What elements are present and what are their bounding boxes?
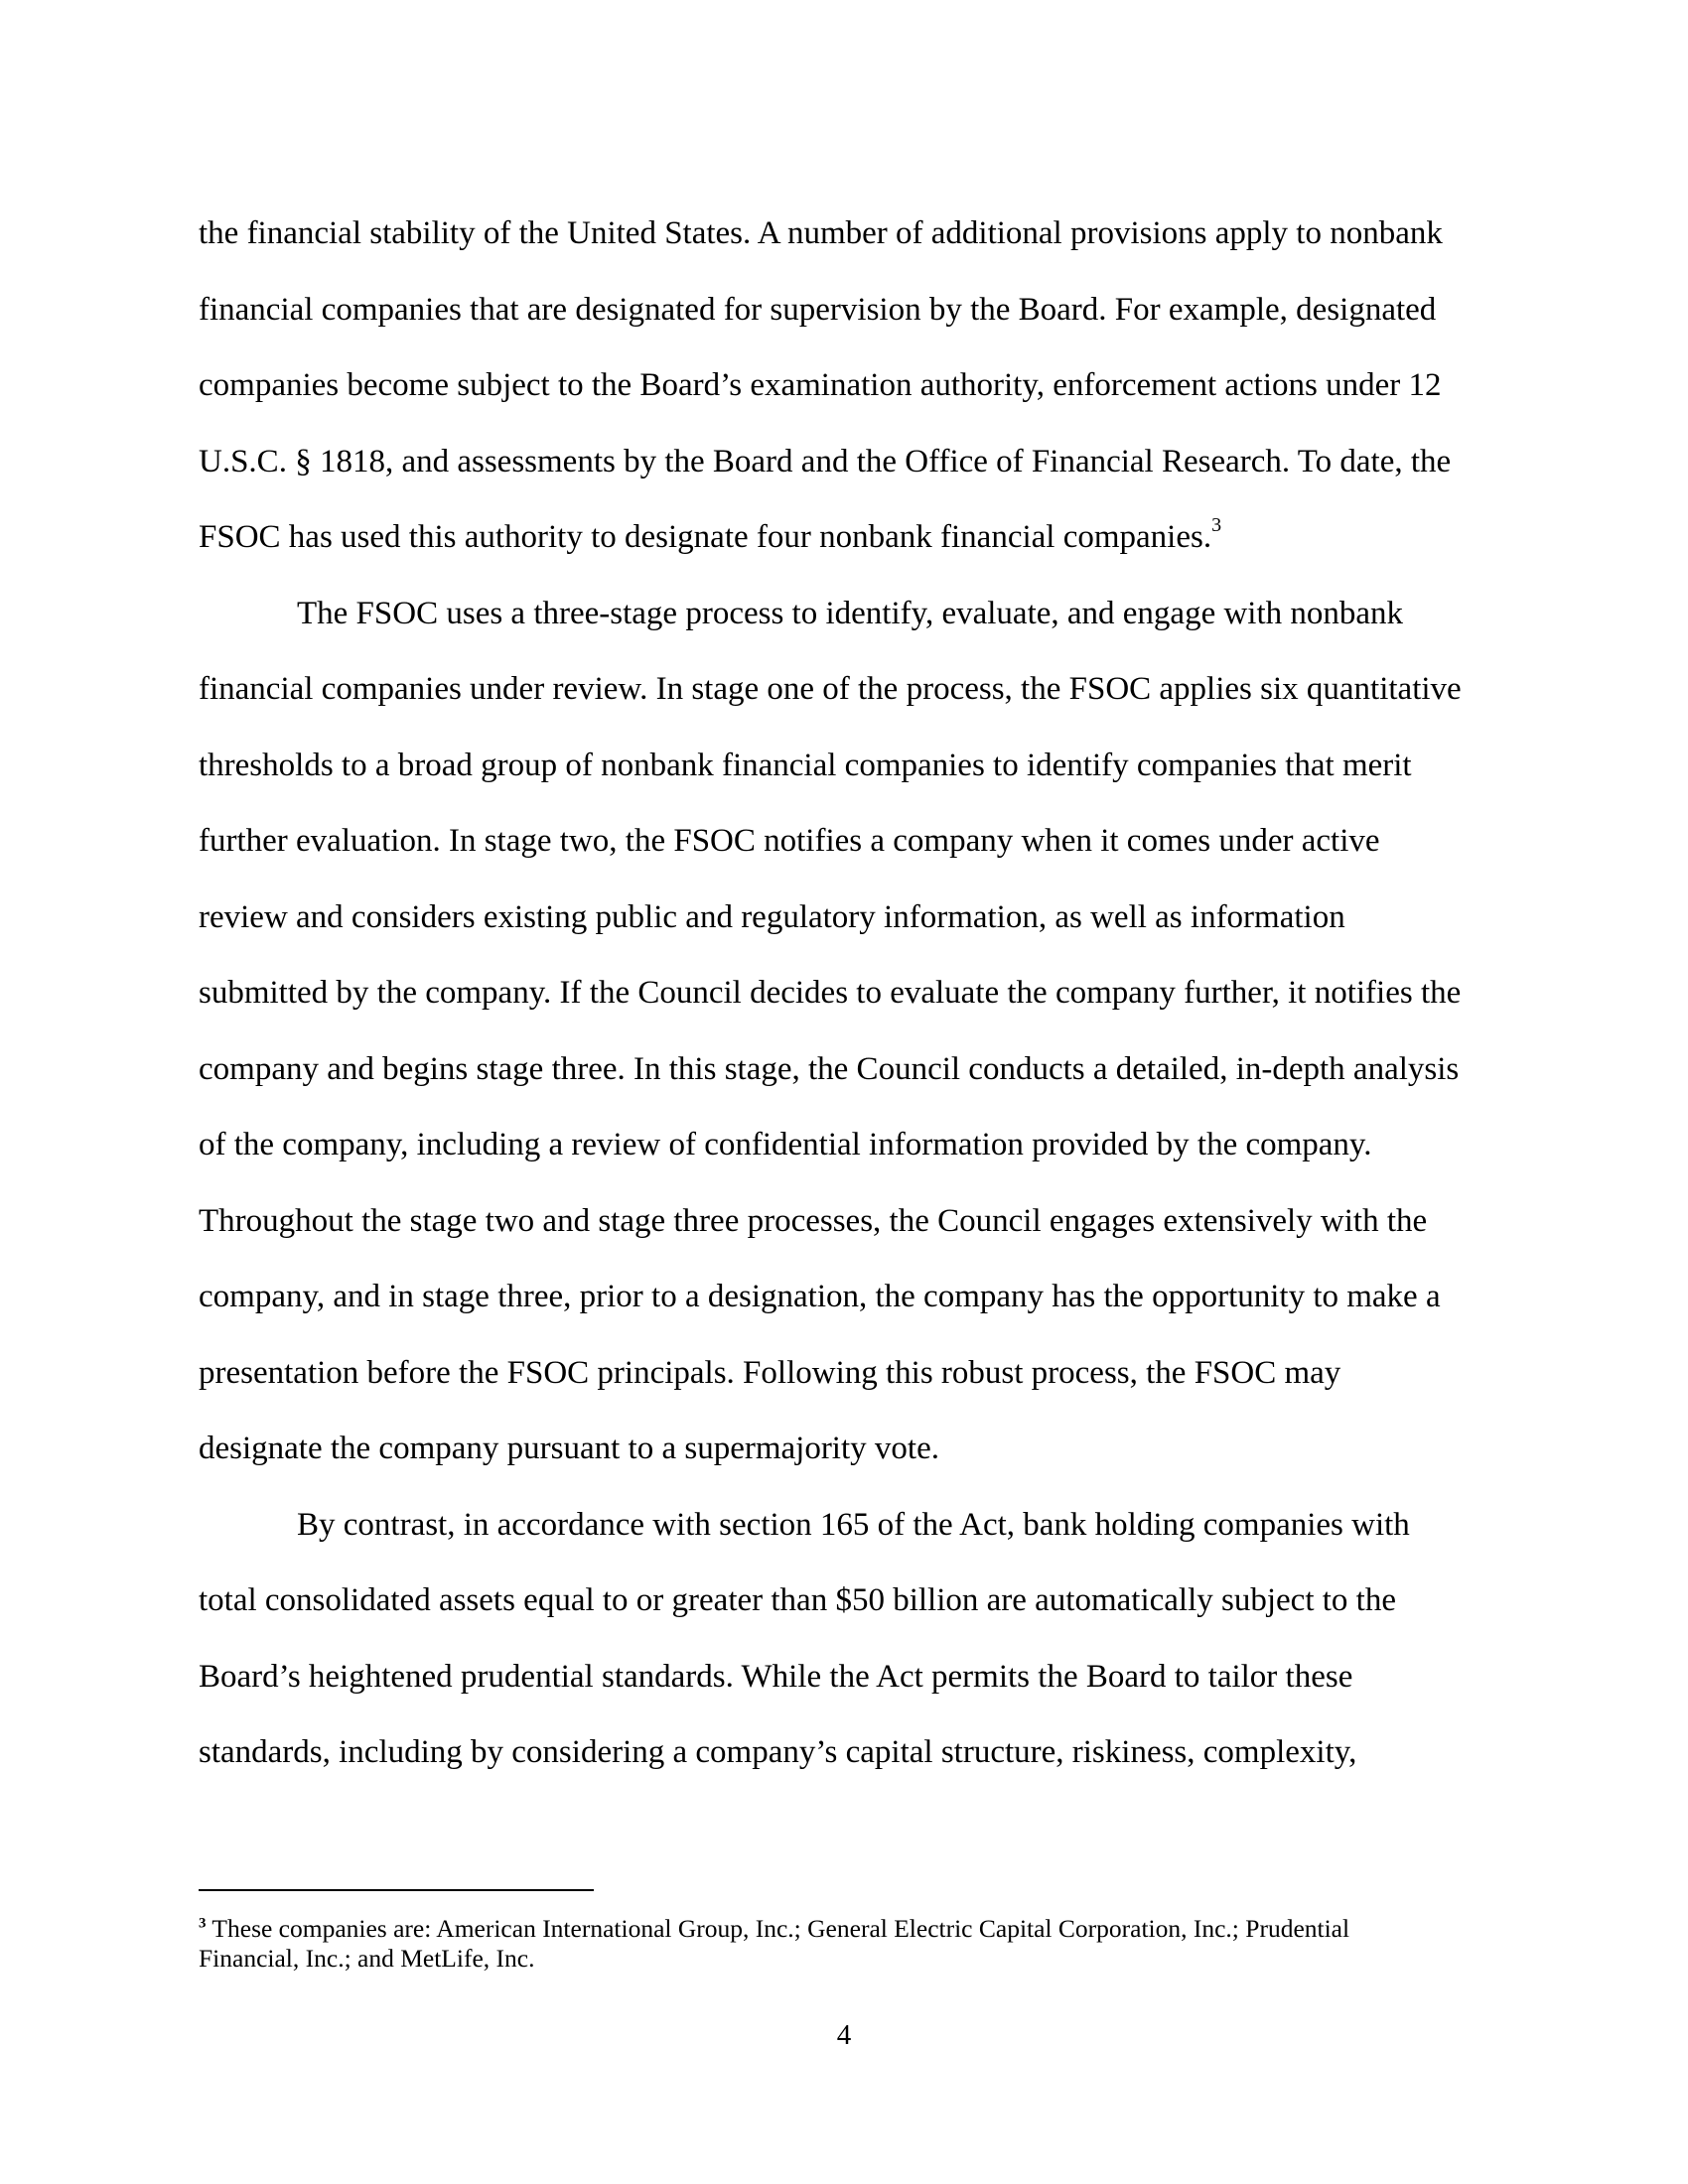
body-line: of the company, including a review of confidential information provided by the company. — [199, 1127, 1372, 1162]
paragraph-start: By contrast, in accordance with section 165 of the Act, bank holding companies with — [297, 1506, 1410, 1543]
body-line: total consolidated assets equal to or greater than $50 billion are automatically subject to the — [199, 1582, 1396, 1618]
footnote-line: Financial, Inc.; and MetLife, Inc. — [199, 1944, 535, 1973]
paragraph-start: The FSOC uses a three-stage process to identify, evaluate, and engage with nonbank — [297, 595, 1404, 631]
body-line: standards, including by considering a company’s capital structure, riskiness, complexity, — [199, 1734, 1357, 1770]
footnote-line — [199, 1914, 1489, 1944]
body-line: the financial stability of the United States. A number of additional provisions apply to nonbank — [199, 215, 1443, 251]
body-line-with-footnote — [199, 499, 1489, 576]
body-line: submitted by the company. If the Council decides to evaluate the company further, it notifies the — [199, 975, 1462, 1011]
body-line: presentation before the FSOC principals. Following this robust process, the FSOC may — [199, 1354, 1341, 1391]
body-line: financial companies that are designated for supervision by the Board. For example, designated — [199, 291, 1437, 328]
body-line: company and begins stage three. In this stage, the Council conducts a detailed, in-depth analysis — [199, 1050, 1460, 1087]
footnote-number: 3 — [199, 1915, 207, 1932]
footnote-text: These companies are: American International Group, Inc.; General Electric Capital Corporation, Inc.; Prudential — [211, 1914, 1350, 1943]
body-line: review and considers existing public and regulatory information, as well as information — [199, 898, 1345, 935]
body-line: thresholds to a broad group of nonbank financial companies to identify companies that merit — [199, 747, 1412, 783]
body-line: financial companies under review. In stage one of the process, the FSOC applies six quantitative — [199, 671, 1462, 707]
body-line: Board’s heightened prudential standards. While the Act permits the Board to tailor these — [199, 1658, 1353, 1695]
body-line: companies become subject to the Board’s examination authority, enforcement actions under 12 — [199, 367, 1442, 403]
body-line-text: FSOC has used this authority to designate four nonbank financial companies. — [199, 519, 1212, 555]
footnote-separator — [199, 1889, 594, 1891]
body-line: designate the company pursuant to a supermajority vote. — [199, 1431, 939, 1466]
footnote — [199, 1914, 1489, 1974]
body-line: further evaluation. In stage two, the FSOC notifies a company when it comes under active — [199, 823, 1380, 859]
body-line: U.S.C. § 1818, and assessments by the Board and the Office of Financial Research. To date, the — [199, 443, 1452, 479]
footnote-reference: 3 — [1211, 514, 1222, 536]
body-line: Throughout the stage two and stage three processes, the Council engages extensively with the — [199, 1202, 1428, 1239]
body-line: company, and in stage three, prior to a designation, the company has the opportunity to make a — [199, 1279, 1441, 1314]
body-text — [199, 196, 1489, 1791]
page-number: 4 — [836, 2019, 852, 2051]
